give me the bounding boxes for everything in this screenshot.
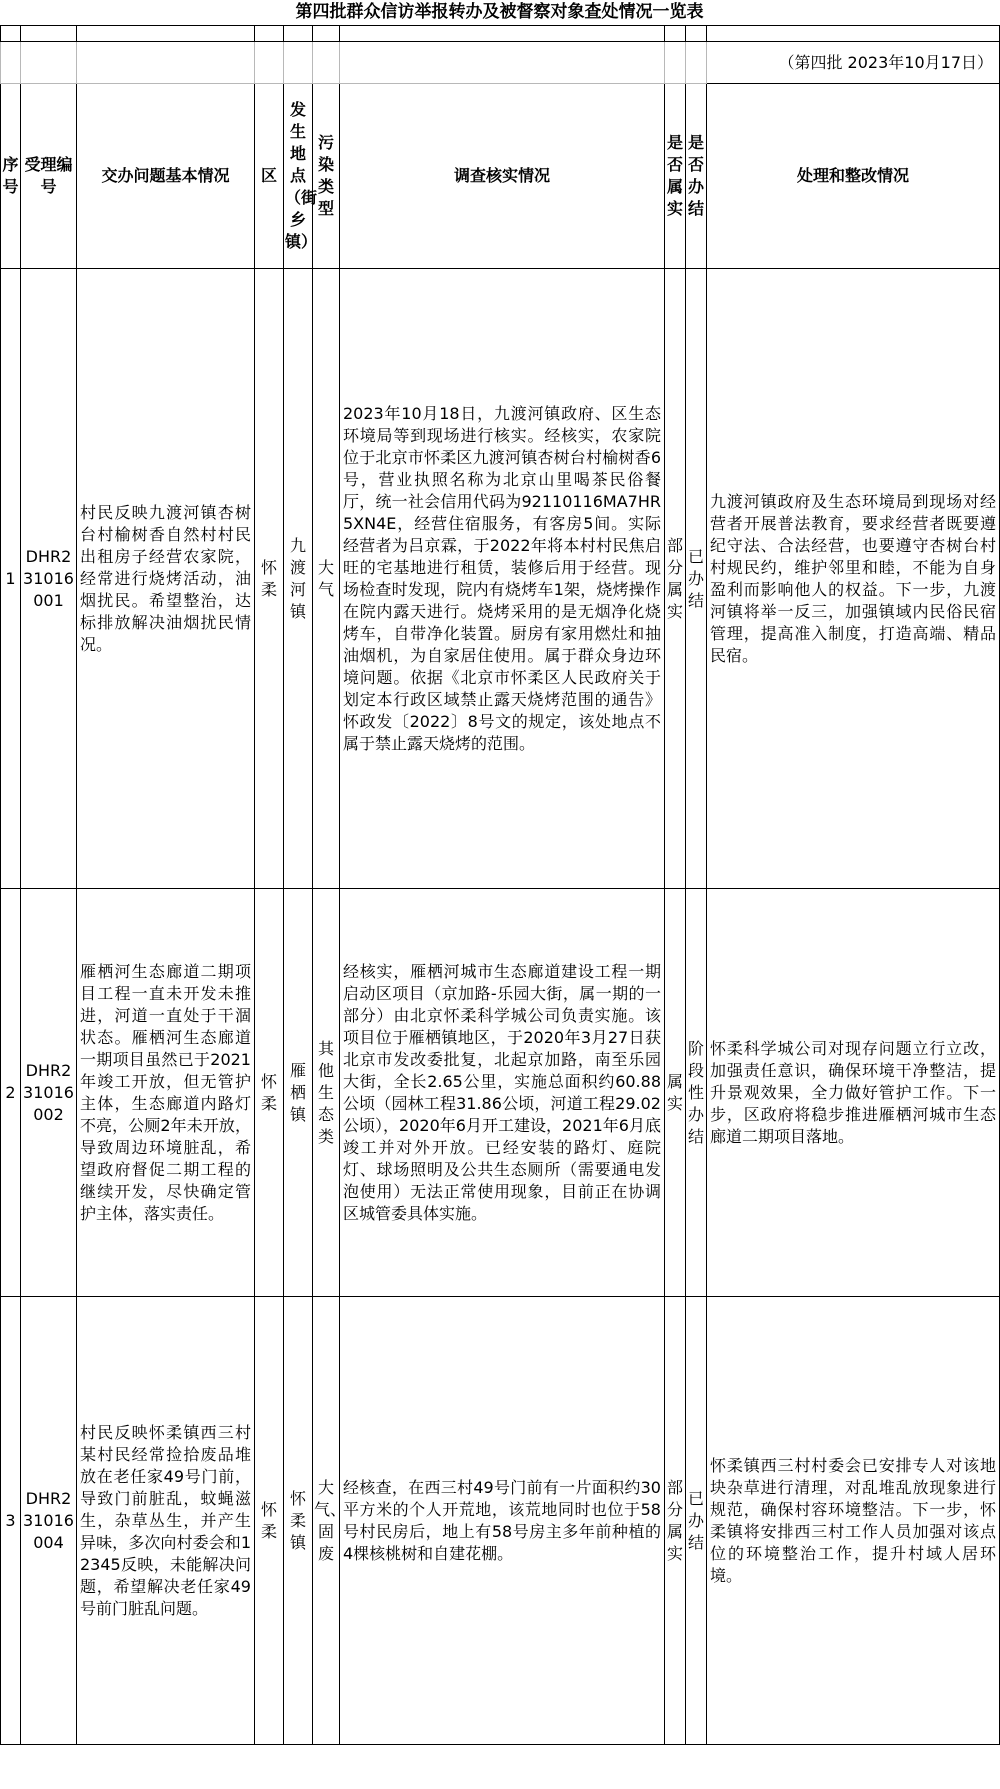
header-code: 受理编号 (21, 84, 77, 269)
header-row (1, 84, 1000, 269)
report-table (0, 25, 1000, 1745)
row-is-true: 属实 (665, 889, 686, 1297)
row-is-true: 部分属实 (665, 1297, 686, 1745)
row-is-done: 已办结 (686, 269, 707, 889)
row-seq: 2 (1, 889, 21, 1297)
row-district: 怀柔 (255, 889, 284, 1297)
table-row (1, 269, 1000, 889)
row-location: 雁栖镇 (284, 889, 313, 1297)
table-row (1, 1297, 1000, 1745)
header-district: 区 (255, 84, 284, 269)
header-pollution: 污染类型 (313, 84, 340, 269)
header-is-done: 是否办结 (686, 84, 707, 269)
row-district: 怀柔 (255, 1297, 284, 1745)
date-row (1, 42, 1000, 84)
header-problem: 交办问题基本情况 (77, 84, 255, 269)
row-handling: 九渡河镇政府及生态环境局到现场对经营者开展普法教育，要求经营者既要遵纪守法、合法经营，也要遵守杏树台村村规民约，维护邻里和睦，不能为自身盈利而影响他人的权益。下一步，九渡河镇将举一反三，加强镇域内民俗民宿管理，提高准入制度，打造高端、精品民宿。 (707, 269, 1000, 889)
header-seq: 序号 (1, 84, 21, 269)
date-note: （第四批 2023年10月17日） (707, 42, 1000, 84)
header-location: 发生地点（街乡镇） (284, 84, 313, 269)
row-problem: 村民反映九渡河镇杏树台村榆树香自然村村民出租房子经营农家院，经常进行烧烤活动，油烟扰民。希望整治，达标排放解决油烟扰民情况。 (77, 269, 255, 889)
row-seq: 1 (1, 269, 21, 889)
row-code: DHR231016004 (21, 1297, 77, 1745)
row-pollution: 大气、固废 (313, 1297, 340, 1745)
row-seq: 3 (1, 1297, 21, 1745)
page-title: 第四批群众信访举报转办及被督察对象查处情况一览表 (295, 2, 704, 22)
header-is-true: 是否属实 (665, 84, 686, 269)
row-problem: 雁栖河生态廊道二期项目工程一直未开发未推进，河道一直处于干涸状态。雁栖河生态廊道一期项目虽然已于2021年竣工开放，但无管护主体，生态廊道内路灯不亮，公厕2年未开放，导致周边环境脏乱，希望政府督促二期工程的继续开发，尽快确定管护主体，落实责任。 (77, 889, 255, 1297)
row-pollution: 其他生态类 (313, 889, 340, 1297)
row-pollution: 大气 (313, 269, 340, 889)
row-code: DHR231016001 (21, 269, 77, 889)
row-location: 九渡河镇 (284, 269, 313, 889)
row-is-done: 已办结 (686, 1297, 707, 1745)
row-investigation: 2023年10月18日，九渡河镇政府、区生态环境局等到现场进行核实。经核实，农家院位于北京市怀柔区九渡河镇杏树台村榆树香6号，营业执照名称为北京山里喝茶民俗餐厅，统一社会信用代码为92110116MA7HR5XN4E，经营住宿服务，有客房5间。实际经营者为吕京霖，于2022年将本村村民焦启旺的宅基地进行租赁，装修后用于经营。现场检查时发现，院内有烧烤车1架，烧烤操作在院内露天进行。烧烤采用的是无烟净化烧烤车，自带净化装置。厨房有家用燃灶和抽油烟机，为自家居住使用。属于群众身边环境问题。依据《北京市怀柔区人民政府关于划定本行政区域禁止露天烧烤范围的通告》怀政发〔2022〕8号文的规定，该处地点不属于禁止露天烧烤的范围。 (340, 269, 665, 889)
table-row (1, 889, 1000, 1297)
header-handling: 处理和整改情况 (707, 84, 1000, 269)
row-investigation: 经核查，在西三村49号门前有一片面积约30平方米的个人开荒地，该荒地同时也位于58号村民房后，地上有58号房主多年前种植的4棵核桃树和自建花棚。 (340, 1297, 665, 1745)
row-problem: 村民反映怀柔镇西三村某村民经常捡拾废品堆放在老任家49号门前，导致门前脏乱，蚊蝇滋生，杂草丛生，并产生异味，多次向村委会和12345反映，未能解决问题，希望解决老任家49号前门脏乱问题。 (77, 1297, 255, 1745)
blank-row (1, 26, 1000, 42)
row-handling: 怀柔科学城公司对现存问题立行立改，加强责任意识，确保环境干净整洁，提升景观效果，全力做好管护工作。下一步，区政府将稳步推进雁栖河城市生态廊道二期项目落地。 (707, 889, 1000, 1297)
row-district: 怀柔 (255, 269, 284, 889)
header-investigation: 调查核实情况 (340, 84, 665, 269)
row-location: 怀柔镇 (284, 1297, 313, 1745)
row-code: DHR231016002 (21, 889, 77, 1297)
row-investigation: 经核实，雁栖河城市生态廊道建设工程一期启动区项目（京加路-乐园大街，属一期的一部分）由北京怀柔科学城公司负责实施。该项目位于雁栖镇地区，于2020年3月27日获北京市发改委批复，北起京加路，南至乐园大街，全长2.65公里，实施总面积约60.88公顷（园林工程31.86公顷，河道工程29.02公顷），2020年6月开工建设，2021年6月底竣工并对外开放。已经安装的路灯、庭院灯、球场照明及公共生态厕所（需要通电发泡使用）无法正常使用现象，目前正在协调区城管委具体实施。 (340, 889, 665, 1297)
row-handling: 怀柔镇西三村村委会已安排专人对该地块杂草进行清理，对乱堆乱放现象进行规范，确保村容环境整洁。下一步，怀柔镇将安排西三村工作人员加强对该点位的环境整治工作，提升村域人居环境。 (707, 1297, 1000, 1745)
row-is-true: 部分属实 (665, 269, 686, 889)
row-is-done: 阶段性办结 (686, 889, 707, 1297)
